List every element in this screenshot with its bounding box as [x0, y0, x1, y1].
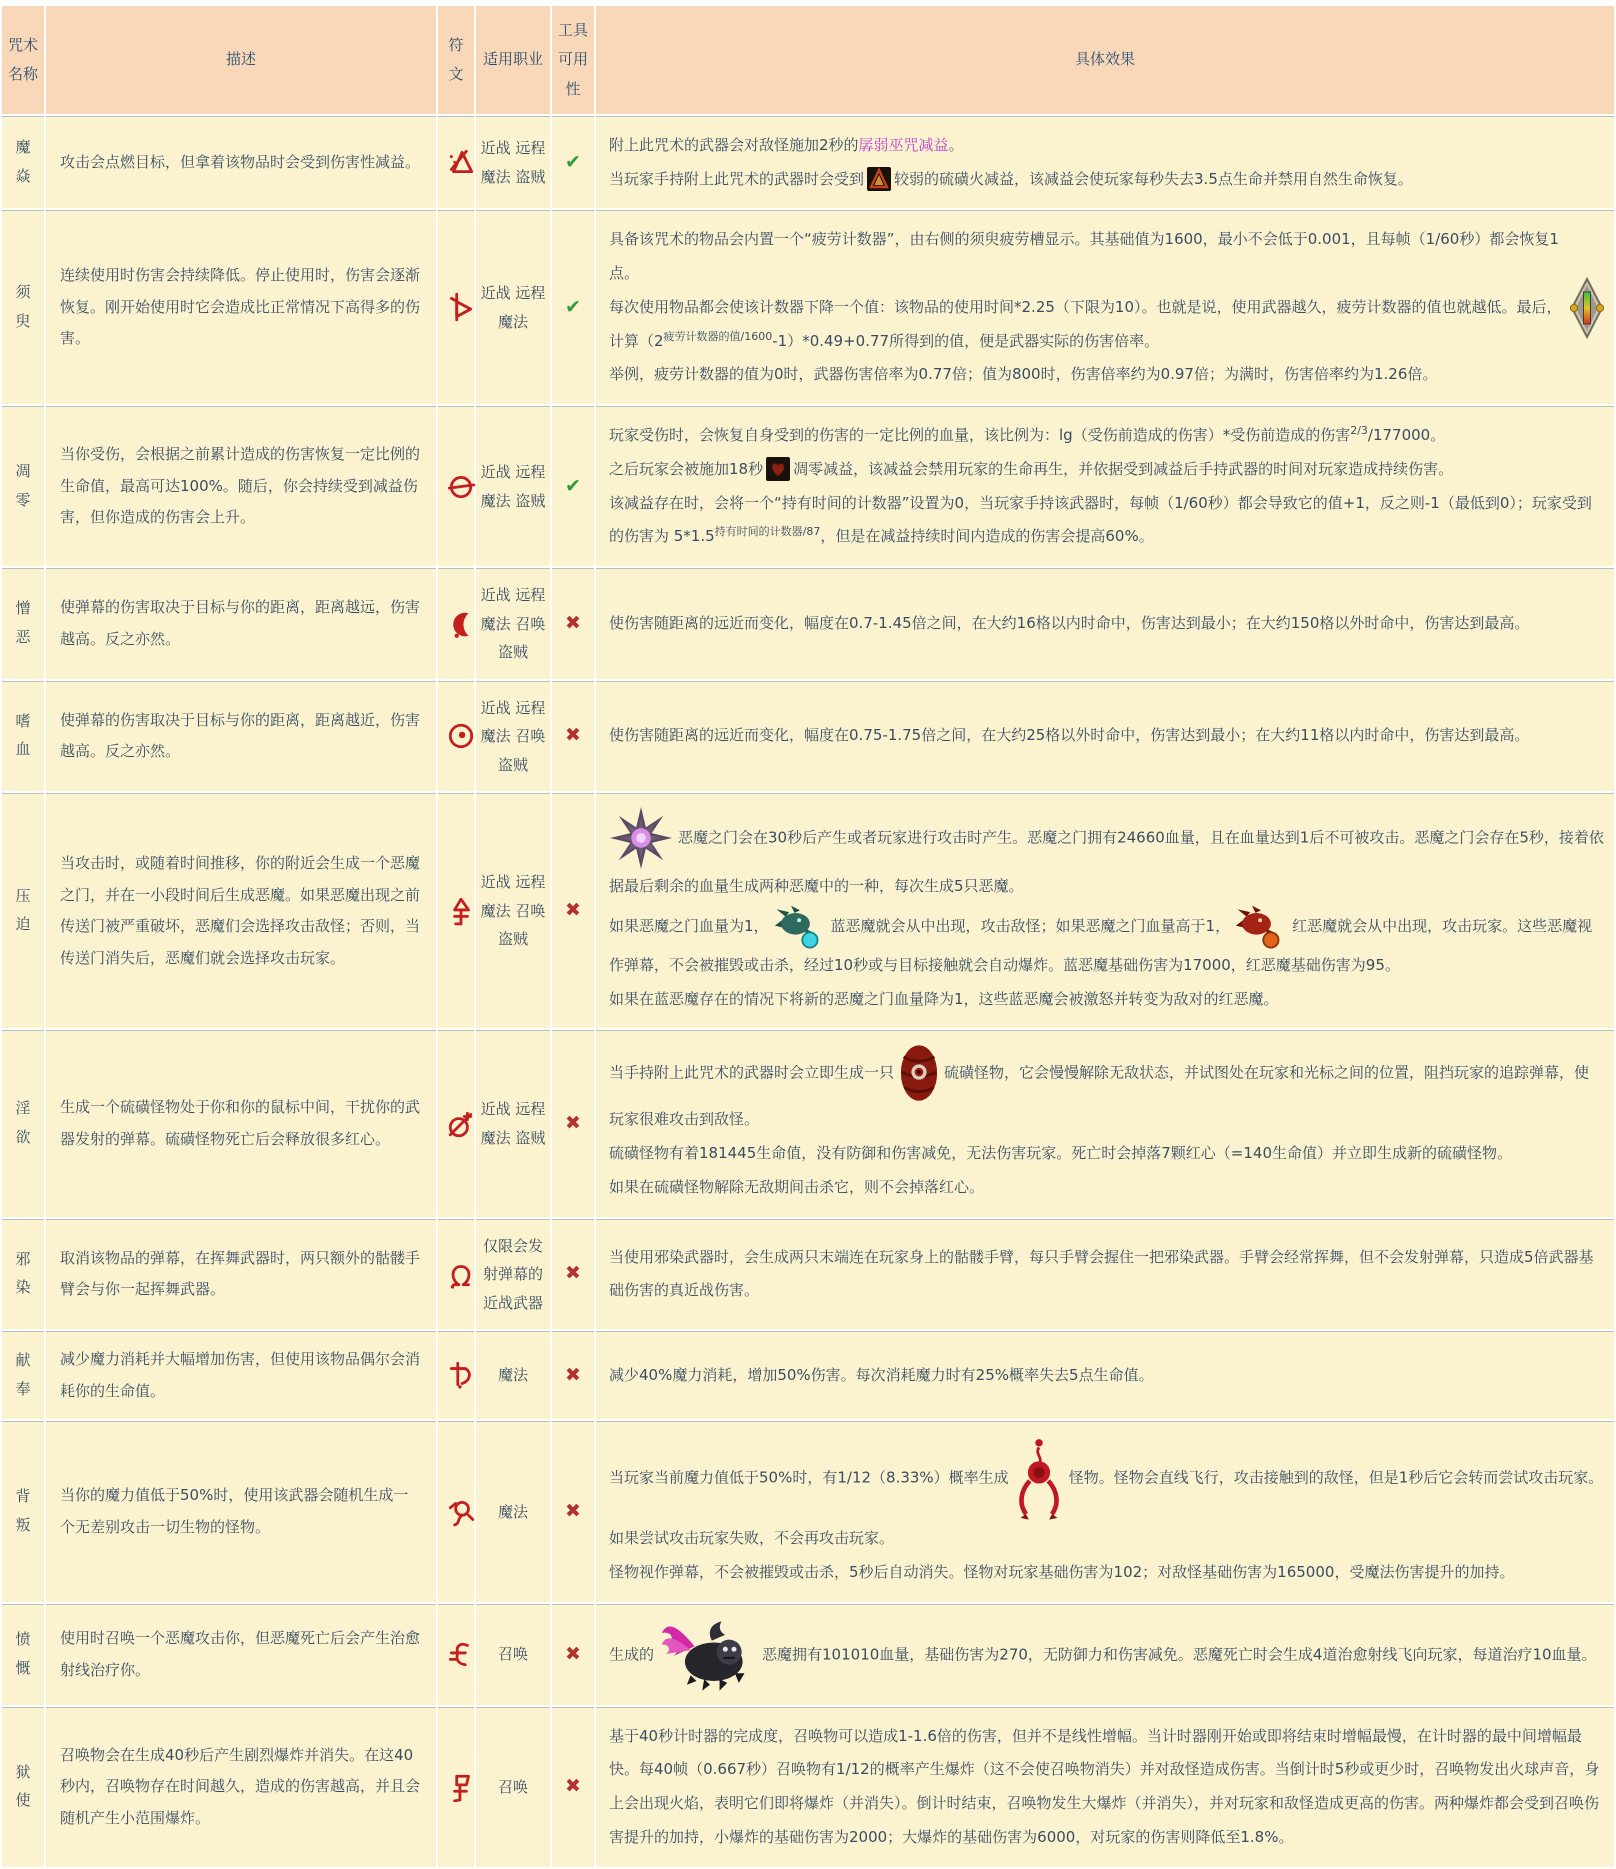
table-row — [2, 793, 1614, 1028]
rune-cell — [438, 1219, 474, 1330]
tool-available-check-icon: ✔ — [565, 295, 581, 318]
effect-text: 硫磺怪物，它会慢慢解除无敌状态，并试图处在玩家和光标之间的位置，阻挡玩家的追踪弹幕，使玩家很难攻击到敌怪。 — [609, 1063, 1590, 1129]
effect-text: 当使用邪染武器时，会生成两只末端连在玩家身上的骷髅手臂，每只手臂会握住一把邪染武器。手臂会经常挥舞，但不会发射弹幕，只造成5倍武器基础伤害的真近战伤害。 — [609, 1247, 1594, 1300]
curse-description: 减少魔力消耗并大幅增加伤害，但使用该物品偶尔会消耗你的生命值。 — [46, 1331, 436, 1419]
effect-text: /177000。 — [1367, 426, 1446, 444]
header-effect: 具体效果 — [596, 6, 1614, 114]
table-row — [2, 1030, 1614, 1216]
header-classes: 适用职业 — [476, 6, 550, 114]
applicable-classes: 仅限会发射弹幕的近战武器 — [476, 1219, 550, 1330]
curse-name-cell — [2, 1030, 44, 1216]
tool-unavailable-cross-icon: ✖ — [565, 1775, 581, 1798]
effect-text: 基于40秒计时器的完成度，召唤物可以造成1-1.6倍的伤害，但并不是线性增幅。当计时器刚开始或即将结束时增幅最慢，在计时器的最中间增幅最快。每40帧（0.667秒）召唤物有1/12的概率产生爆炸（这不会使召唤物消失）并对敌怪造成伤害。当倒计时5秒或更少时，召唤物发出火球声音，身上会出现火焰，表明它们即将爆炸（并消失）。倒计时结束，召唤物发生大爆炸（并消失），并对玩家和敌怪造成更高的伤害。两种爆炸都会受到召唤伤害提升的加持，小爆炸的基础伤害为2000；大爆炸的基础伤害为6000，对玩家的伤害则降低至1.8%。 — [609, 1726, 1600, 1846]
effect-text: 使伤害随距离的远近而变化，幅度在0.7-1.45倍之间，在大约16格以内时命中，伤害达到最小；在大约150格以外时命中，伤害达到最高。 — [609, 613, 1530, 632]
curse-description: 使用时召唤一个恶魔攻击你，但恶魔死亡后会产生治愈射线治疗你。 — [46, 1604, 436, 1705]
table-row — [2, 1421, 1614, 1602]
demon-gate-icon — [609, 829, 678, 847]
tool-availability-cell — [552, 568, 594, 679]
effect-cell — [596, 1707, 1614, 1867]
effect-text: 举例，疲劳计数器的值为0时，武器伤害倍率为0.77倍；值为800时，伤害倍率约为0.97倍；为满时，伤害倍率约为1.26倍。 — [609, 365, 1438, 384]
applicable-classes: 近战 远程 魔法 召唤 盗贼 — [476, 793, 550, 1028]
oppression-rune-icon — [446, 901, 476, 919]
rune-cell — [438, 1030, 474, 1216]
header-curse-name: 咒术名称 — [2, 6, 44, 114]
effect-text: 。 — [948, 135, 964, 154]
curse-description: 当攻击时，或随着时间推移，你的附近会生成一个恶魔之门，并在一小段时间后生成恶魔。如果恶魔出现之前传送门被严重破坏，恶魔们会选择攻击敌怪；否则，当传送门消失后，恶魔们就会选择攻击玩家。 — [46, 793, 436, 1028]
effect-text: 蓝恶魔就会从中出现，攻击敌怪；如果恶魔之门血量高于1， — [830, 916, 1231, 935]
curse-name-cell — [2, 1707, 44, 1867]
curse-name: 献奉 — [15, 1351, 31, 1398]
curse-name-cell — [2, 681, 44, 792]
effect-cell — [596, 1421, 1614, 1602]
tool-available-check-icon: ✔ — [565, 474, 581, 497]
effect-text: 怪物视作弹幕，不会被摧毁或击杀，5秒后自动消失。怪物对玩家基础伤害为102；对敌怪基础伤害为165000，受魔法伤害提升的加持。 — [609, 1562, 1515, 1581]
curse-name: 魔焱 — [15, 138, 31, 185]
tool-availability-cell — [552, 681, 594, 792]
rune-cell — [438, 1707, 474, 1867]
withering-debuff-icon — [763, 460, 793, 478]
table-row — [2, 116, 1614, 209]
formula-superscript: 2/3 — [1350, 424, 1368, 437]
applicable-classes: 近战 远程 魔法 盗贼 — [476, 406, 550, 566]
curse-name-cell — [2, 1219, 44, 1330]
table-row — [2, 1331, 1614, 1419]
applicable-classes: 魔法 — [476, 1421, 550, 1602]
effect-text: 当玩家当前魔力值低于50%时，有1/12（8.33%）概率生成 — [609, 1468, 1009, 1487]
betrayal-rune-icon — [446, 1502, 476, 1520]
tool-availability-cell — [552, 793, 594, 1028]
header-tool-availability: 工具可用性 — [552, 6, 594, 114]
effect-body — [609, 223, 1562, 392]
tool-unavailable-cross-icon: ✖ — [565, 1363, 581, 1386]
table-row — [2, 1707, 1614, 1867]
transience-fatigue-gauge-icon — [1562, 277, 1604, 339]
effect-text: 较弱的硫磺火减益，该减益会使玩家每秒失去3.5点生命并禁用自然生命恢复。 — [894, 169, 1413, 188]
table-row — [2, 568, 1614, 679]
formula-superscript: 疲劳计数器的值/1600 — [663, 329, 773, 343]
blue-demon-icon — [769, 917, 831, 935]
effect-text: 具备该咒术的物品会内置一个“疲劳计数器”，由右侧的须臾疲劳槽显示。其基础值为1600，最小不会低于0.001，且每帧（1/60秒）都会恢复1点。 — [609, 230, 1559, 282]
curse-description: 连续使用时伤害会持续降低。停止使用时，伤害会逐渐恢复。刚开始使用时它会造成比正常情况下高得多的伤害。 — [46, 210, 436, 404]
applicable-classes: 近战 远程 魔法 — [476, 210, 550, 404]
tool-unavailable-cross-icon: ✖ — [565, 1499, 581, 1522]
curse-name-cell — [2, 406, 44, 566]
tool-availability-cell — [552, 1707, 594, 1867]
curse-name-cell — [2, 568, 44, 679]
table-row — [2, 1219, 1614, 1330]
tool-availability-cell — [552, 1604, 594, 1705]
tool-unavailable-cross-icon: ✖ — [565, 724, 581, 747]
table-header-row — [2, 6, 1614, 114]
bloodthirst-rune-icon — [446, 727, 476, 745]
rune-cell — [438, 1331, 474, 1419]
applicable-classes: 魔法 — [476, 1331, 550, 1419]
effect-text: 凋零减益，该减益会禁用玩家的生命再生，并依据受到减益后手持武器的时间对玩家造成持续伤害。 — [793, 459, 1454, 478]
indignation-demon-icon — [654, 1645, 762, 1663]
rune-cell — [438, 568, 474, 679]
rune-cell — [438, 210, 474, 404]
tool-availability-cell — [552, 116, 594, 209]
effect-text: 生成的 — [609, 1645, 655, 1663]
curse-name: 压迫 — [15, 886, 31, 934]
header-rune: 符文 — [438, 6, 474, 114]
curse-description: 生成一个硫磺怪物处于你和你的鼠标中间，干扰你的武器发射的弹幕。硫磺怪物死亡后会释放很多红心。 — [46, 1030, 436, 1216]
effect-cell — [596, 406, 1614, 566]
transience-rune-icon — [446, 298, 476, 316]
curse-description: 当你受伤，会根据之前累计造成的伤害恢复一定比例的生命值，最高可达100%。随后，你会持续受到减益伤害，但你造成的伤害会上升。 — [46, 406, 436, 566]
effect-cell — [596, 1331, 1614, 1419]
tool-unavailable-cross-icon: ✖ — [565, 1111, 581, 1134]
effect-text: 当玩家手持附上此咒术的武器时会受到 — [609, 169, 865, 188]
sulphur-monster-icon — [894, 1064, 944, 1082]
header-description: 描述 — [46, 6, 436, 114]
rune-cell — [438, 793, 474, 1028]
effect-cell — [596, 1219, 1614, 1330]
curse-name: 邪染 — [15, 1249, 31, 1297]
curse-name-cell — [2, 210, 44, 404]
effect-text: 该减益存在时，会将一个“持有时间的计数器”设置为0，当玩家手持该武器时，每帧（1/60秒）都会导致它的值+1，反之则-1（最低到0）；玩家受到的伤害为 5*1.5 — [609, 493, 1592, 546]
tool-availability-cell — [552, 406, 594, 566]
curse-name-cell — [2, 1421, 44, 1602]
rune-cell — [438, 681, 474, 792]
effect-text: ，但是在减益持续时间内造成的伤害会提高60%。 — [820, 527, 1154, 546]
rune-cell — [438, 1604, 474, 1705]
curse-name: 愤慨 — [15, 1630, 31, 1677]
lust-rune-icon — [446, 1114, 476, 1132]
curse-name-cell — [2, 793, 44, 1028]
effect-text: -1）*0.49+0.77所得到的值，便是武器实际的伤害倍率。 — [772, 331, 1160, 350]
curse-name: 须臾 — [15, 283, 31, 330]
red-demon-icon — [1230, 917, 1292, 935]
tool-unavailable-cross-icon: ✖ — [565, 1262, 581, 1285]
tool-availability-cell — [552, 1030, 594, 1216]
abhorrence-rune-icon — [446, 614, 476, 632]
curse-name: 淫欲 — [15, 1099, 31, 1146]
effect-text: 如果在硫磺怪物解除无敌期间击杀它，则不会掉落红心。 — [609, 1177, 985, 1196]
indignation-rune-icon — [446, 1645, 476, 1663]
curse-description: 召唤物会在生成40秒后产生剧烈爆炸并消失。在这40秒内，召唤物存在时间越久，造成的伤害越高，并且会随机产生小范围爆炸。 — [46, 1707, 436, 1867]
curse-description: 使弹幕的伤害取决于目标与你的距离，距离越近，伤害越高。反之亦然。 — [46, 681, 436, 792]
tool-availability-cell — [552, 1421, 594, 1602]
curse-name: 嗜血 — [15, 711, 31, 759]
betrayal-monster-icon — [1009, 1469, 1069, 1487]
tool-unavailable-cross-icon: ✖ — [565, 611, 581, 634]
table-row — [2, 681, 1614, 792]
effect-cell — [596, 1604, 1614, 1705]
effect-cell — [596, 1030, 1614, 1216]
effect-cell — [596, 681, 1614, 792]
tool-unavailable-cross-icon: ✖ — [565, 1642, 581, 1665]
flame-rune-icon — [446, 153, 476, 171]
effect-text: 附上此咒术的武器会对敌怪施加2秒的 — [609, 135, 859, 154]
curse-name: 憎恶 — [15, 599, 31, 646]
tool-available-check-icon: ✔ — [565, 150, 581, 173]
applicable-classes: 近战 远程 魔法 召唤 盗贼 — [476, 681, 550, 792]
effect-text: 之后玩家会被施加18秒 — [609, 459, 764, 478]
applicable-classes: 近战 远程 魔法 盗贼 — [476, 116, 550, 209]
effect-wiki-link[interactable]: 孱弱巫咒减益 — [858, 135, 949, 154]
effect-text: 使伤害随距离的远近而变化，幅度在0.75-1.75倍之间，在大约25格以外时命中，伤害达到最小；在大约11格以内时命中，伤害达到最高。 — [609, 726, 1530, 745]
brimstone-flames-debuff-icon — [864, 170, 894, 188]
applicable-classes: 召唤 — [476, 1707, 550, 1867]
effect-text: 当手持附上此咒术的武器时会立即生成一只 — [609, 1063, 895, 1082]
effect-cell — [596, 793, 1614, 1028]
curse-name-cell — [2, 116, 44, 209]
curse-name-cell — [2, 1604, 44, 1705]
corruption-rune-icon — [446, 1265, 476, 1283]
effect-text: 恶魔之门会在30秒后产生或者玩家进行攻击时产生。恶魔之门拥有24660血量，且在血量达到1后不可被攻击。恶魔之门会存在5秒，接着依据最后剩余的血量生成两种恶魔中的一种，每次生成5只恶魔。 — [609, 828, 1604, 895]
effect-text: 硫磺怪物有着181445生命值，没有防御和伤害减免，无法伤害玩家。死亡时会掉落7颗红心（=140生命值）并立即生成新的硫磺怪物。 — [609, 1144, 1513, 1162]
formula-superscript: 持有时间的计数器/87 — [714, 525, 821, 539]
effect-cell — [596, 210, 1614, 404]
curse-description: 取消该物品的弹幕，在挥舞武器时，两只额外的骷髅手臂会与你一起挥舞武器。 — [46, 1219, 436, 1330]
applicable-classes: 近战 远程 魔法 召唤 盗贼 — [476, 568, 550, 679]
curse-name: 狱使 — [15, 1762, 31, 1809]
curse-name-cell — [2, 1331, 44, 1419]
rune-cell — [438, 406, 474, 566]
curse-name: 背叛 — [15, 1487, 31, 1534]
effect-cell — [596, 116, 1614, 209]
curse-description: 攻击会点燃目标，但拿着该物品时会受到伤害性减益。 — [46, 116, 436, 209]
curse-name: 凋零 — [15, 462, 31, 509]
offering-rune-icon — [446, 1366, 476, 1384]
curse-description: 当你的魔力值低于50%时，使用该武器会随机生成一个无差别攻击一切生物的怪物。 — [46, 1421, 436, 1602]
effect-text: 怪物。怪物会直线飞行，攻击接触到的敌怪，但是1秒后它会转而尝试攻击玩家。如果尝试攻击玩家失败，不会再攻击玩家。 — [609, 1468, 1604, 1547]
effect-text: 每次使用物品都会使该计数器下降一个值：该物品的使用时间*2.25（下限为10）。也就是说，使用武器越久，疲劳计数器的值也就越低。最后，计算（2 — [609, 297, 1562, 350]
curse-table — [0, 4, 1616, 1869]
applicable-classes: 召唤 — [476, 1604, 550, 1705]
applicable-classes: 近战 远程 魔法 盗贼 — [476, 1030, 550, 1216]
effect-text: 玩家受伤时，会恢复自身受到的伤害的一定比例的血量，该比例为：lg（受伤前造成的伤害）*受伤前造成的伤害 — [609, 426, 1351, 444]
tool-unavailable-cross-icon: ✖ — [565, 899, 581, 922]
table-row — [2, 1604, 1614, 1705]
effect-text: 如果恶魔之门血量为1， — [609, 916, 769, 935]
rune-cell — [438, 116, 474, 209]
effect-cell — [596, 568, 1614, 679]
effect-with-side-icon — [609, 223, 1604, 392]
tool-availability-cell — [552, 1219, 594, 1330]
effect-text: 减少40%魔力消耗，增加50%伤害。每次消耗魔力时有25%概率失去5点生命值。 — [609, 1365, 1154, 1384]
withering-rune-icon — [446, 477, 476, 495]
effect-text: 恶魔拥有101010血量，基础伤害为270，无防御力和伤害减免。恶魔死亡时会生成4道治愈射线飞向玩家，每道治疗10血量。 — [762, 1645, 1597, 1663]
hellbringer-rune-icon — [446, 1777, 476, 1795]
tool-availability-cell — [552, 1331, 594, 1419]
rune-cell — [438, 1421, 474, 1602]
effect-text: 如果在蓝恶魔存在的情况下将新的恶魔之门血量降为1，这些蓝恶魔会被激怒并转变为敌对的红恶魔。 — [609, 989, 1279, 1008]
table-row — [2, 210, 1614, 404]
table-row — [2, 406, 1614, 566]
curse-description: 使弹幕的伤害取决于目标与你的距离，距离越远，伤害越高。反之亦然。 — [46, 568, 436, 679]
effect-text: 红恶魔就会从中出现，攻击玩家。这些恶魔视作弹幕，不会被摧毁或击杀，经过10秒或与目标接触就会自动爆炸。蓝恶魔基础伤害为17000，红恶魔基础伤害为95。 — [609, 916, 1593, 974]
tool-availability-cell — [552, 210, 594, 404]
